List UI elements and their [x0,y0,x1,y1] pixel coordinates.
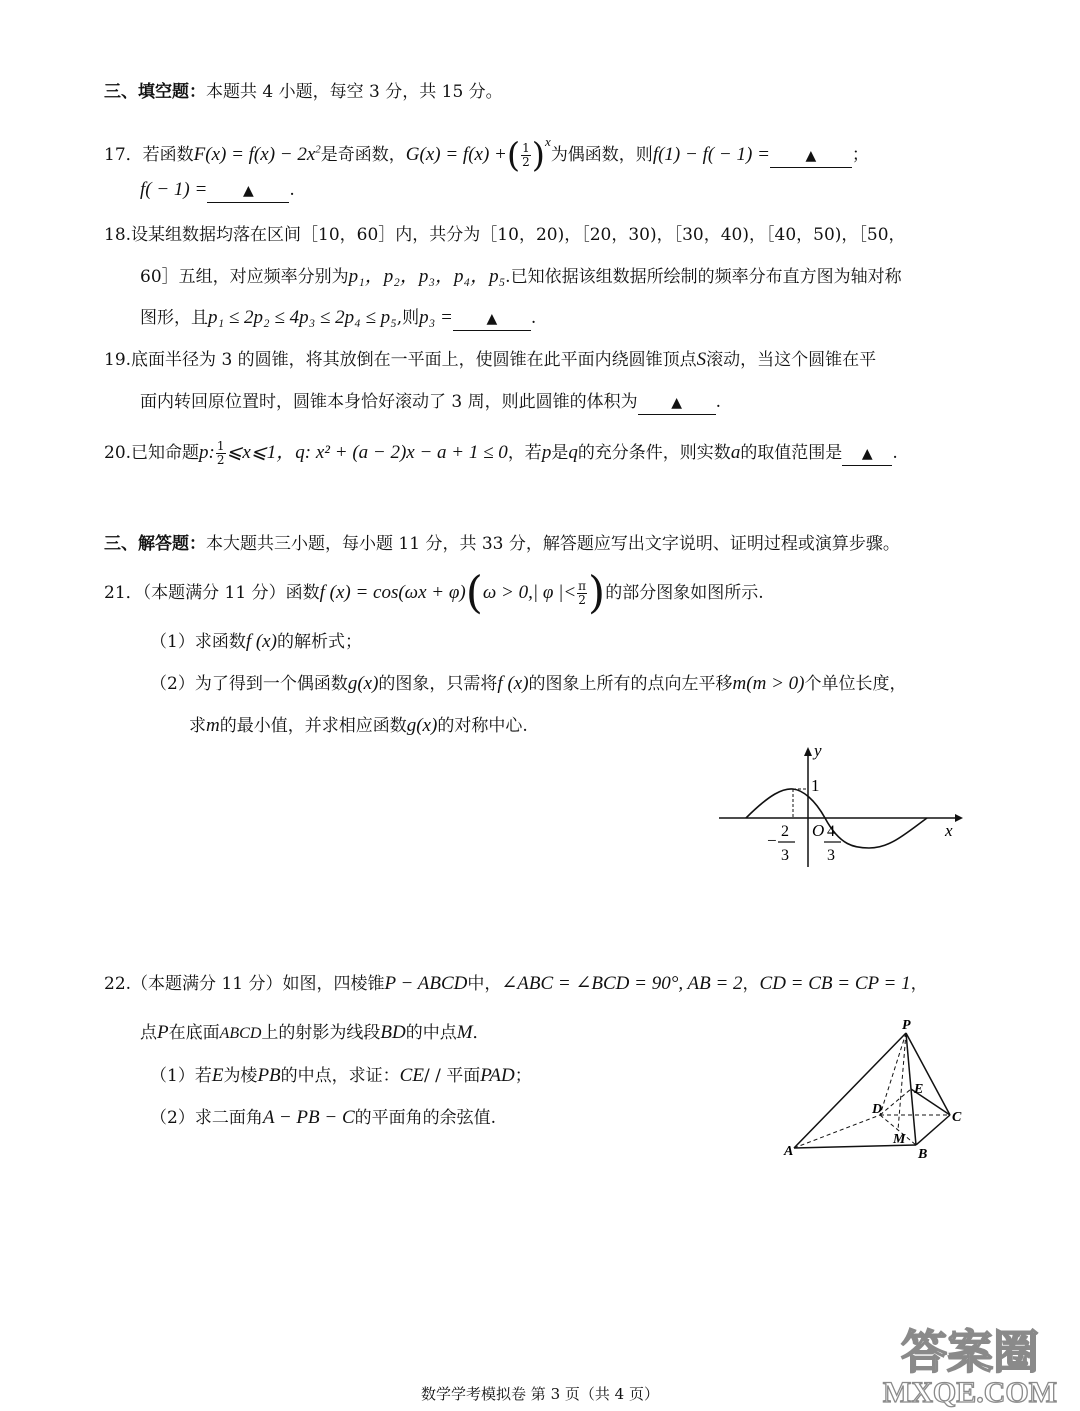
text: 设某组数据均落在区间［10，60］内，共分为［10，20)，［20，30)，［30，40)，［40，50)，［50， [131,225,906,245]
math-var: m [206,715,220,736]
denominator: 2 [216,453,225,467]
x-label: x [945,821,953,840]
vertex-B: B [918,1147,928,1162]
question-21-line1 [104,567,764,619]
text: （1）求函数 [150,632,246,652]
numerator: π [578,579,587,593]
math-var: p [541,442,552,463]
question-18-line1 [104,223,906,247]
y-axis-arrow [804,747,812,756]
math-expr: m(m > 0) [732,673,805,694]
math-expr: q: x² + (a − 2)x − a + 1 ≤ 0 [295,442,508,463]
text: . [715,392,722,412]
y-label: y [814,742,822,760]
question-22-part2 [150,1106,496,1130]
question-21-part1 [150,630,362,654]
minus-sign: − [767,831,777,850]
text: 的对称中心. [437,716,528,736]
question-number: 18. [104,225,132,245]
math-var: PAD [480,1065,515,1086]
text: 点 [140,1023,157,1043]
question-19-line2 [140,390,721,415]
math-var: p: [199,442,215,463]
edge-BC [916,1115,950,1145]
text: . [289,180,295,200]
answer-blank[interactable]: ▲ [842,445,892,466]
section-desc: 本大题共三小题，每小题 11 分，共 33 分，解答题应写出文字说明、证明过程或演算步骤。 [206,534,900,554]
section-heading-fill [104,80,503,104]
text: 的中点 [405,1023,457,1043]
math-expr: f (x) [497,673,529,694]
vertex-A: A [784,1144,794,1159]
paren: ) [531,135,546,176]
text: （本题满分 11 分）如图，四棱锥 [131,974,385,994]
text: 是奇函数， [320,145,406,165]
math-F [194,144,321,165]
text: ,则 [396,308,420,328]
math-var: M [456,1022,473,1043]
text: 中， [467,974,502,994]
text: ， [742,974,760,994]
text: 的部分图象如图所示. [605,583,764,603]
question-18-line3 [140,306,536,331]
math-expr: p₁ ≤ 2p₂ ≤ 4p₃ ≤ 2p₄ ≤ p₅ [208,307,397,328]
text: 的中点，求证： [280,1066,400,1086]
section-desc: 本题共 4 小题，每空 3 分，共 15 分。 [206,82,503,102]
answer-blank[interactable]: ▲ [770,147,852,168]
math-G: G(x) = f(x) + [405,144,507,165]
text: 已知命题 [131,443,200,463]
text: 上的射影为线段 [261,1023,381,1043]
answer-blank[interactable]: ▲ [453,310,531,331]
math-expr: CD = CB = CP = 1 [759,973,911,994]
text: （2）为了得到一个偶函数 [150,674,348,694]
math-expr: p₁，p₂，p₃，p₄，p₅ [348,266,506,287]
text: 底面半径为 3 的圆锥，将其放倒在一平面上，使圆锥在此平面内绕圆锥顶点 [131,350,697,370]
math-expr: f(1) − f( − 1) = [652,144,770,165]
text: ； [851,145,869,165]
answer-blank[interactable]: ▲ [207,182,289,203]
math-var: BD [380,1022,406,1043]
section-label: 三、解答题： [104,534,206,554]
label-origin: O [812,821,825,840]
text: （2）求二面角 [150,1108,263,1128]
denominator: 2 [522,155,530,169]
question-number: 21． [104,583,143,603]
math-var: CE [399,1065,424,1086]
math-var: q [568,442,578,463]
math-expr: ∠ABC = ∠BCD = 90°, AB = 2 [501,973,743,994]
edge-AD [794,1115,880,1148]
text: / / 平面 [423,1066,481,1086]
text: 面内转回原位置时，圆锥本身恰好滚动了 3 周，则此圆锥的体积为 [140,392,638,412]
question-22-part1 [150,1064,532,1088]
text: 的最小值，并求相应函数 [219,716,407,736]
tick-pos-den: 3 [827,847,835,864]
math-var: PB [257,1065,281,1086]
math-var: ABCD [219,1025,262,1042]
section-label: 三、填空题： [104,82,206,102]
x-axis-arrow [955,814,963,822]
math-expr: ⩽x⩽1， [226,442,296,463]
question-number: 20. [104,443,132,463]
label-one: 1 [811,776,820,795]
fraction [577,580,587,607]
question-22-line2 [140,1021,490,1046]
numerator: 1 [522,141,530,155]
text: 在底面 [168,1023,220,1043]
tick-neg-den: 3 [781,847,789,864]
text: 的充分条件，则实数 [577,443,731,463]
text: 求 [189,716,206,736]
page-footer: 数学学考模拟卷 第 3 页（共 4 页） [421,1385,659,1403]
text: ． [472,1023,490,1043]
math-var: P [157,1022,169,1043]
vertex-D: D [872,1102,883,1117]
math-var: E [211,1065,224,1086]
question-18-line2 [140,265,902,289]
question-21-part2-cont [189,714,528,738]
text: 的平面角的余弦值. [354,1108,497,1128]
question-number: 19. [104,350,132,370]
question-number: 22. [104,974,132,994]
fraction [521,142,531,169]
fraction [216,440,226,467]
point-M: M [893,1132,906,1147]
vertex-P: P [902,1018,911,1033]
text: 若函数 [142,145,194,165]
text: （1）若 [150,1066,212,1086]
math-expr: A − PB − C [262,1107,355,1128]
text: 为偶函数，则 [550,145,653,165]
watermark-top: 答案圈 [901,1327,1039,1378]
math-expr: f( − 1) = [140,179,208,200]
math-var: a [730,442,741,463]
section-heading-answer [104,532,900,556]
math-text: F(x) = f(x) − 2x [193,144,316,165]
math-expr: g(x) [347,673,379,694]
point-E: E [914,1082,924,1097]
math-var: S [696,349,707,370]
question-22-line1 [104,972,928,996]
question-21-part2 [150,672,906,696]
edge-PA [794,1033,906,1148]
segment-DE [880,1089,911,1115]
text: 60］五组，对应频率分别为 [140,267,349,287]
answer-blank[interactable]: ▲ [638,394,716,415]
text: ， [910,974,928,994]
text: 为棱 [223,1066,258,1086]
text: 的图象，只需将 [378,674,498,694]
question-number: 17． [104,145,143,165]
tick-neg-num: 2 [781,823,789,840]
math-expr: p₃ = [419,307,453,328]
question-19-line1 [104,348,876,372]
text: （本题满分 11 分）函数 [142,583,320,603]
pyramid-figure [780,1015,980,1165]
math-expr: g(x) [406,715,438,736]
text: 的图象上所有的点向左平移 [528,674,733,694]
math-expr: f (x) [245,631,277,652]
text: 的解析式； [276,632,362,652]
paren: ( [506,135,521,176]
math-expr: P − ABCD [384,973,468,994]
exponent: 2 [315,143,321,156]
math-expr: f (x) = cos(ωx + φ) [319,582,466,603]
text: 滚动，当这个圆锥在平 [706,350,877,370]
vertex-C: C [952,1110,962,1125]
denominator: 2 [578,593,586,607]
text: ； [514,1066,532,1086]
numerator: 1 [216,439,225,453]
text: 的取值范围是 [740,443,843,463]
question-20-line [104,440,898,467]
paren: ) [588,567,606,619]
question-17-line2 [140,178,295,203]
exponent: x [545,134,551,149]
text: 是 [551,443,569,463]
tick-pos-num: 4 [827,823,835,840]
text: 个单位长度， [804,674,907,694]
cosine-graph [715,742,965,872]
math-expr: ω > 0,| φ |< [482,582,577,603]
watermark-bottom: MXQE.COM [882,1376,1058,1408]
text: . [530,308,537,328]
text: . [892,443,898,463]
text: 图形，且 [140,308,208,328]
text: ，若 [507,443,542,463]
paren: ( [465,567,483,619]
text: .已知依据该组数据所绘制的频率分布直方图为轴对称 [505,267,902,287]
question-17-line1 [104,130,869,176]
